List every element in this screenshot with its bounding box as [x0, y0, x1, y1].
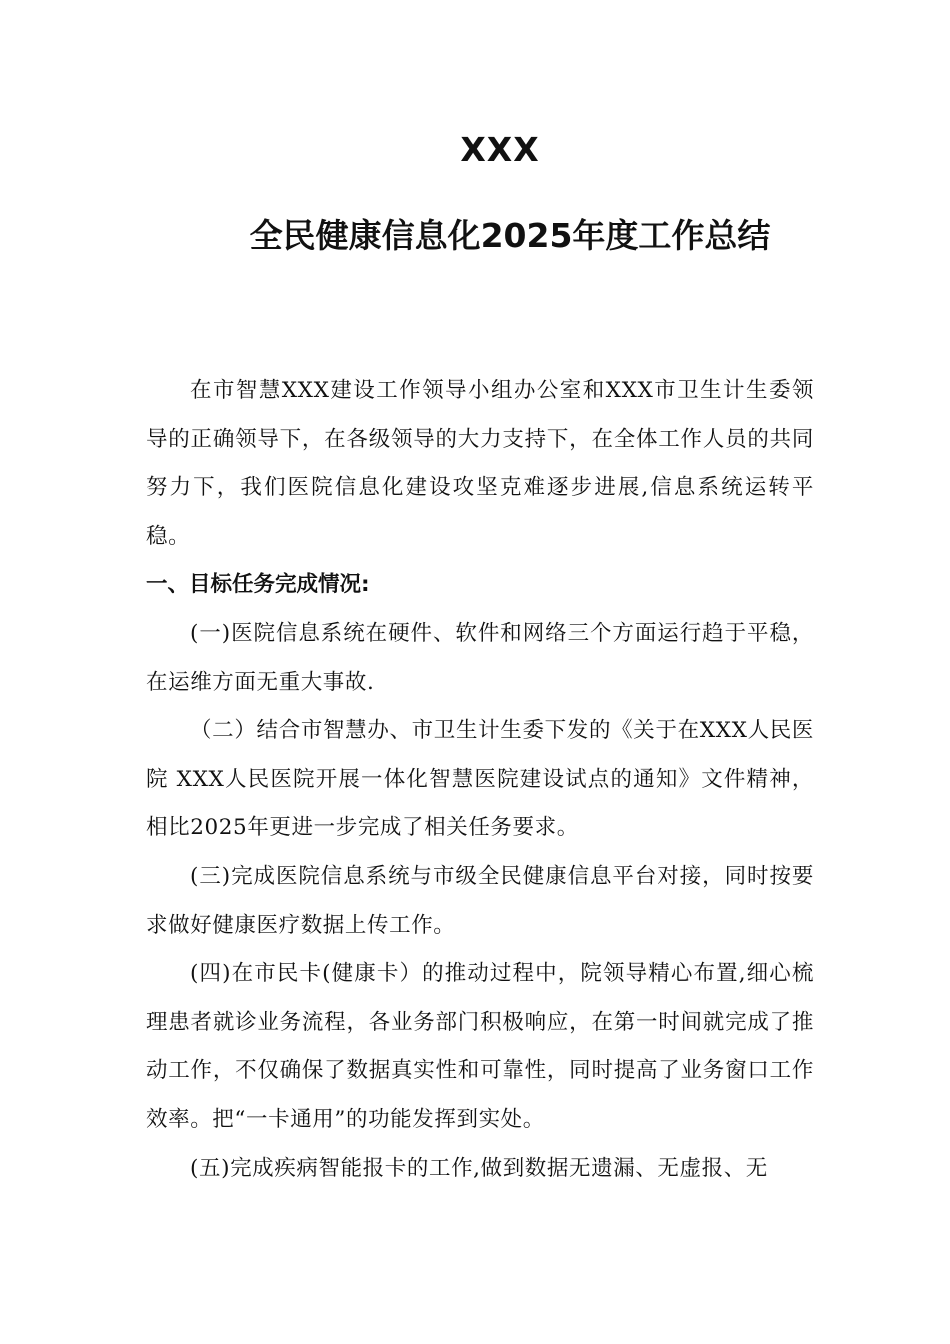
list-item: （二）结合市智慧办、市卫生计生委下发的《关于在XXX人民医院 XXX人民医院开展一体化智慧医院建设试点的通知》文件精神，相比2025年更进一步完成了相关任务要求。	[146, 718, 814, 841]
list-item: (三)完成医院信息系统与市级全民健康信息平台对接，同时按要求做好健康医疗数据上传工作。	[146, 863, 814, 938]
document-title: 全民健康信息化2025年度工作总结	[249, 216, 771, 255]
list-item: (四)在市民卡(健康卡）的推动过程中，院领导精心布置,细心梳理患者就诊业务流程，各业务部门积极响应，在第一时间就完成了推动工作，不仅确保了数据真实性和可靠性，同时提高了业务窗口工作效率。把“一卡通用”的功能发挥到实处。	[146, 961, 814, 1132]
list-item: (五)完成疾病智能报卡的工作,做到数据无遗漏、无虚报、无	[190, 1155, 768, 1181]
section-heading: 一、目标任务完成情况:	[146, 572, 370, 598]
intro-paragraph: 在市智慧XXX建设工作领导小组办公室和XXX市卫生计生委领导的正确领导下，在各级领导的大力支持下，在全体工作人员的共同努力下，我们医院信息化建设攻坚克难逐步进展,信息系统运转平稳。	[146, 378, 814, 549]
document-title-org: XXX	[460, 130, 540, 169]
document-body	[146, 367, 814, 1193]
list-item: (一)医院信息系统在硬件、软件和网络三个方面运行趋于平稳，在运维方面无重大事故.	[146, 620, 814, 695]
